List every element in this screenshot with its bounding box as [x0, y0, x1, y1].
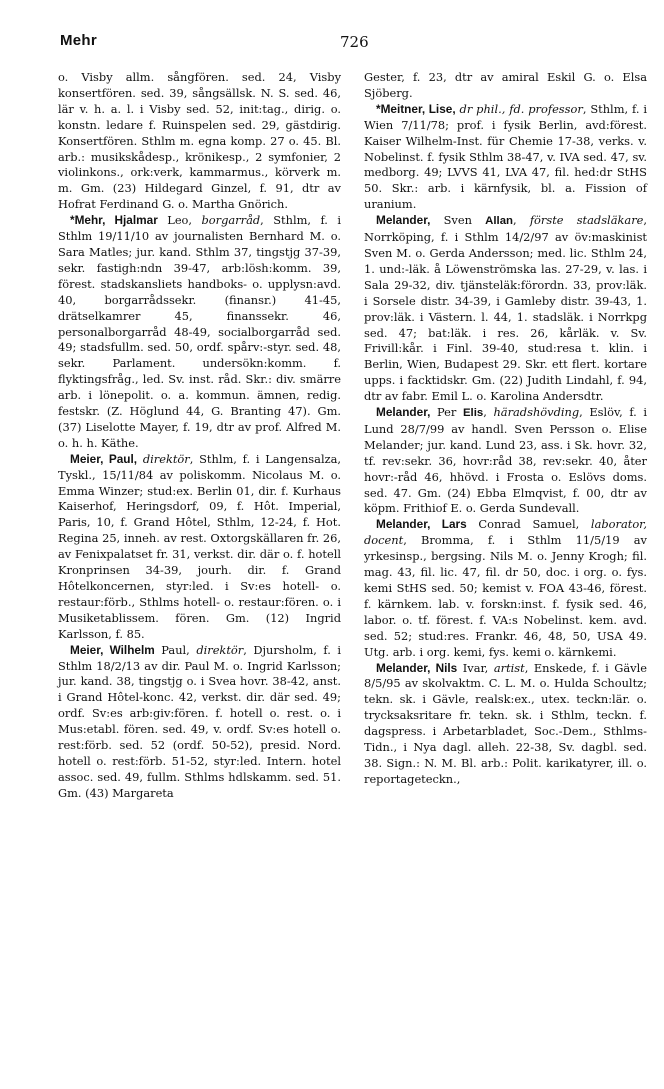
entry-title: direktör — [142, 451, 190, 466]
entry-name: Meier, Paul, — [70, 451, 138, 466]
entry-given-names: Ivar, — [457, 660, 494, 675]
left-column — [58, 70, 341, 802]
entry-call-name: Allan — [485, 215, 513, 228]
entry-title: artist — [493, 660, 525, 675]
entry-continuation — [364, 70, 647, 102]
entry-melander-elis — [364, 405, 647, 517]
entry-title: dr phil., fd. professor — [459, 101, 583, 116]
entry-melander-nils — [364, 661, 647, 788]
entry-call-name: Elis — [462, 407, 484, 420]
right-column — [364, 70, 647, 788]
entry-given-names: Paul, — [154, 642, 197, 657]
entry-title: direktör — [196, 642, 244, 657]
entry-meitner-lise — [364, 102, 647, 213]
entry-text: , Sthlm, f. i Sthlm 19/11/10 av journalisten Bernhard M. o. Sara Matles; jur. kand. Sthlm 37, tingstjg 37-39, sekr. fastigh:ndn 39-47, arb:lösh:komm. 39, förest. stadskansliets handboks- o. upplysn:avd. 40, borgarrådssekr. (finansr.) 41-45, drätselkamrer 45, finanssekr. 46, personalborgarråd 48-49, socialborgarråd sed. 49; stadsfullm. sed. 50, ordf. spårv:-styr. sed. 48, sekr. Parlament. undersökn:komm. f. flyktingsfråg., led. Sv. inst. råd. Skr.: div. smärre arb. i lönepolit. o. a. kommun. ämnen, redig. festskr. (Z. Höglund 44, G. Branting 47). Gm. (37) Liselotte Mayer, f. 19, dtr av prof. Alfred M. o. h. h. Käthe. — [58, 213, 341, 450]
entry-title: förste stadsläkare — [529, 213, 644, 228]
entry-name: Melander, Nils — [376, 660, 458, 675]
entry-separator: , — [513, 213, 530, 228]
entry-given-names: Leo, — [157, 213, 202, 228]
entry-text: o. Visby allm. sångfören. sed. 24, Visby konsertfören. sed. 39, sångsällsk. N. S. sed. 46, lär v. h. a. l. i Visby sed. 52, init:tag., dirig. o. konstn. ledare f. Ruinspelen sed. 29, gästdirig. Konsertfören. Sthlm m. egna komp. 27 o. 45. Bl. arb.: musikskådesp., krönikesp., 2 symfonier, 2 violinkons., ork:verk, kammarmus., körverk m. m. Gm. (23) Hildegard Ginzel, f. 91, dtr av Hofrat Ferdinand G. o. Martha Gnörich. — [58, 70, 341, 212]
entry-text: , Norrköping, f. i Sthlm 14/2/97 av öv:maskinist Sven M. o. Gerda Andersson; med. lic. Sthlm 24, 1. und:-läk. å Löwenströmska las. 27-29, v. las. i Sala 29-32, div. tjänsteläk:förordn. 33, prov:läk. i Sorsele distr. 34-39, i Gamleby distr. 39-43, 1. prov:läk. i Västern. l. 44, 1. stadsläk. i Norrkpg sed. 47; bat:läk. i res. 26, kårläk. v. Sv. Frivill:kår. i Finl. 39-40, stud:resa t. klin. i Berlin, Wien, Budapest 29. Skr. ett flert. kortare upps. i facktidskr. Gm. (22) Judith Lindahl, f. 94, dtr av fabr. Emil L. o. Karolina Andersdtr. — [364, 213, 647, 404]
entry-melander-lars — [364, 517, 647, 660]
entry-meier-wilhelm — [58, 643, 341, 802]
entry-name: Melander, Lars — [376, 517, 467, 532]
entry-given-names: Per — [430, 405, 463, 420]
entry-text: , Enskede, f. i Gävle 8/5/95 av skolvaktm. C. L. M. o. Hulda Schoultz; tekn. sk. i Gävle, realsk:ex., utex. teckn:lär. o. trycksaksritare fr. tekn. sk. i Sthlm, teckn. f. dagspress. i Arbetarbladet, Soc.-Dem., Sthlms-Tidn., i Nya dagl. alleh. 22-38, Sv. dagbl. sed. 38. Sign.: N. M. Bl. arb.: Polit. karikatyrer, ill. o. reportageteckn., — [364, 660, 647, 786]
entry-given-names: Sven — [430, 213, 486, 228]
entry-mehr-hjalmar — [58, 213, 341, 452]
entry-title: borgarråd — [201, 213, 261, 228]
entry-text: , Sthlm, f. i Wien 7/11/78; prof. i fysik Berlin, avd:förest. Kaiser Wilhelm-Inst. für Chemie 17-38, verks. v. Nobelinst. f. fysik Sthlm 38-47, v. IVA sed. 47, sv. medborg. 49; LVVS 41, LVA 47, fil. hed:dr StHS 50. Skr.: arb. i kärnfysik, bl. a. Fission of uranium. — [364, 101, 647, 212]
entry-name: Melander, — [376, 405, 431, 420]
entry-title: laborator, docent — [364, 517, 647, 548]
page-header — [58, 30, 648, 60]
page-number: 726 — [340, 33, 369, 51]
entry-text: , Bromma, f. i Sthlm 11/5/19 av yrkesinsp., bergsing. Nils M. o. Jenny Krogh; fil. mag. 43, fil. lic. 47, fil. dr 50, doc. i org. o. fys. kemi StHS sed. 50; kemist v. FOA 43-46, förest. f. kärnkem. lab. v. forskn:inst. f. fysik sed. 46, labor. o. tf. förest. f. VA:s Nobelinst. kem. avd. sed. 52; stud:res. Frankr. 46, 48, 50, USA 49. Utg. arb. i org. kemi, fys. kemi o. kärnkemi. — [364, 533, 647, 659]
entry-given-names: Conrad Samuel, — [466, 517, 591, 532]
entry-title: häradshövding — [493, 405, 580, 420]
entry-text: , Djursholm, f. i Sthlm 18/2/13 av dir. Paul M. o. Ingrid Karlsson; jur. kand. 38, tingstjg o. i Svea hovr. 38-42, anst. i Grand Hôtel-konc. 42, verkst. dir. där sed. 49; ordf. Sv:es arb:giv:fören. f. hotell o. rest. o. i Mus:etabl. fören. sed. 49, v. ordf. Sv:es hotell o. rest:förb. sed. 52 (ordf. 50-52), presid. Nord. hotell o. rest:förb. 51-52, styr:led. Intern. hotel assoc. sed. 49, fullm. Sthlms hdlskamm. sed. 51. Gm. (43) Margareta — [58, 642, 341, 800]
running-headword: Mehr — [60, 32, 98, 49]
entry-text: , Eslöv, f. i Lund 28/7/99 av handl. Sven Persson o. Elise Melander; jur. kand. Lund 23, ass. i Sk. hovr. 32, tf. rev:sekr. 36, hovr:råd 38, rev:sekr. 40, åter hovr:-råd 46, hhövd. i Frosta o. Eslövs doms. sed. 47. Gm. (24) Ebba Elmqvist, f. 00, dtr av köpm. Frithiof E. o. Gerda Sundevall. — [364, 405, 647, 516]
entry-separator: , — [483, 405, 494, 420]
entry-name: *Mehr, Hjalmar — [70, 213, 158, 228]
entry-text: Gester, f. 23, dtr av amiral Eskil G. o. Elsa Sjöberg. — [364, 70, 647, 100]
entry-name: Melander, — [376, 213, 431, 228]
entry-melander-allan — [364, 213, 647, 405]
entry-text: , Sthlm, f. i Langensalza, Tyskl., 15/11/84 av poliskomm. Nicolaus M. o. Emma Winzer; stud:ex. Berlin 01, dir. f. Kurhaus Kaiserhof, Heringsdorf, 09, f. Hôt. Imperial, Paris, 10, f. Grand Hôtel, Sthlm, 12-24, f. Hot. Regina 25, inneh. av rest. Oxtorgskällaren fr. 26, av Fenixpalatset fr. 31, verkst. dir. där o. f. hotell Kronprinsen 34-39, jourh. dir. f. Grand Hôtelkoncernen, styr:led. i Sv:es hotell- o. restaur:förb., Sthlms hotell- o. restaur:fören. o. i Musiketablissem. fören. Gm. (12) Ingrid Karlsson, f. 85. — [58, 451, 341, 641]
entry-name: *Meitner, Lise, — [376, 101, 456, 116]
entry-continuation — [58, 70, 341, 213]
entry-meier-paul — [58, 452, 341, 643]
dictionary-page — [58, 30, 648, 1070]
entry-name: Meier, Wilhelm — [70, 642, 155, 657]
